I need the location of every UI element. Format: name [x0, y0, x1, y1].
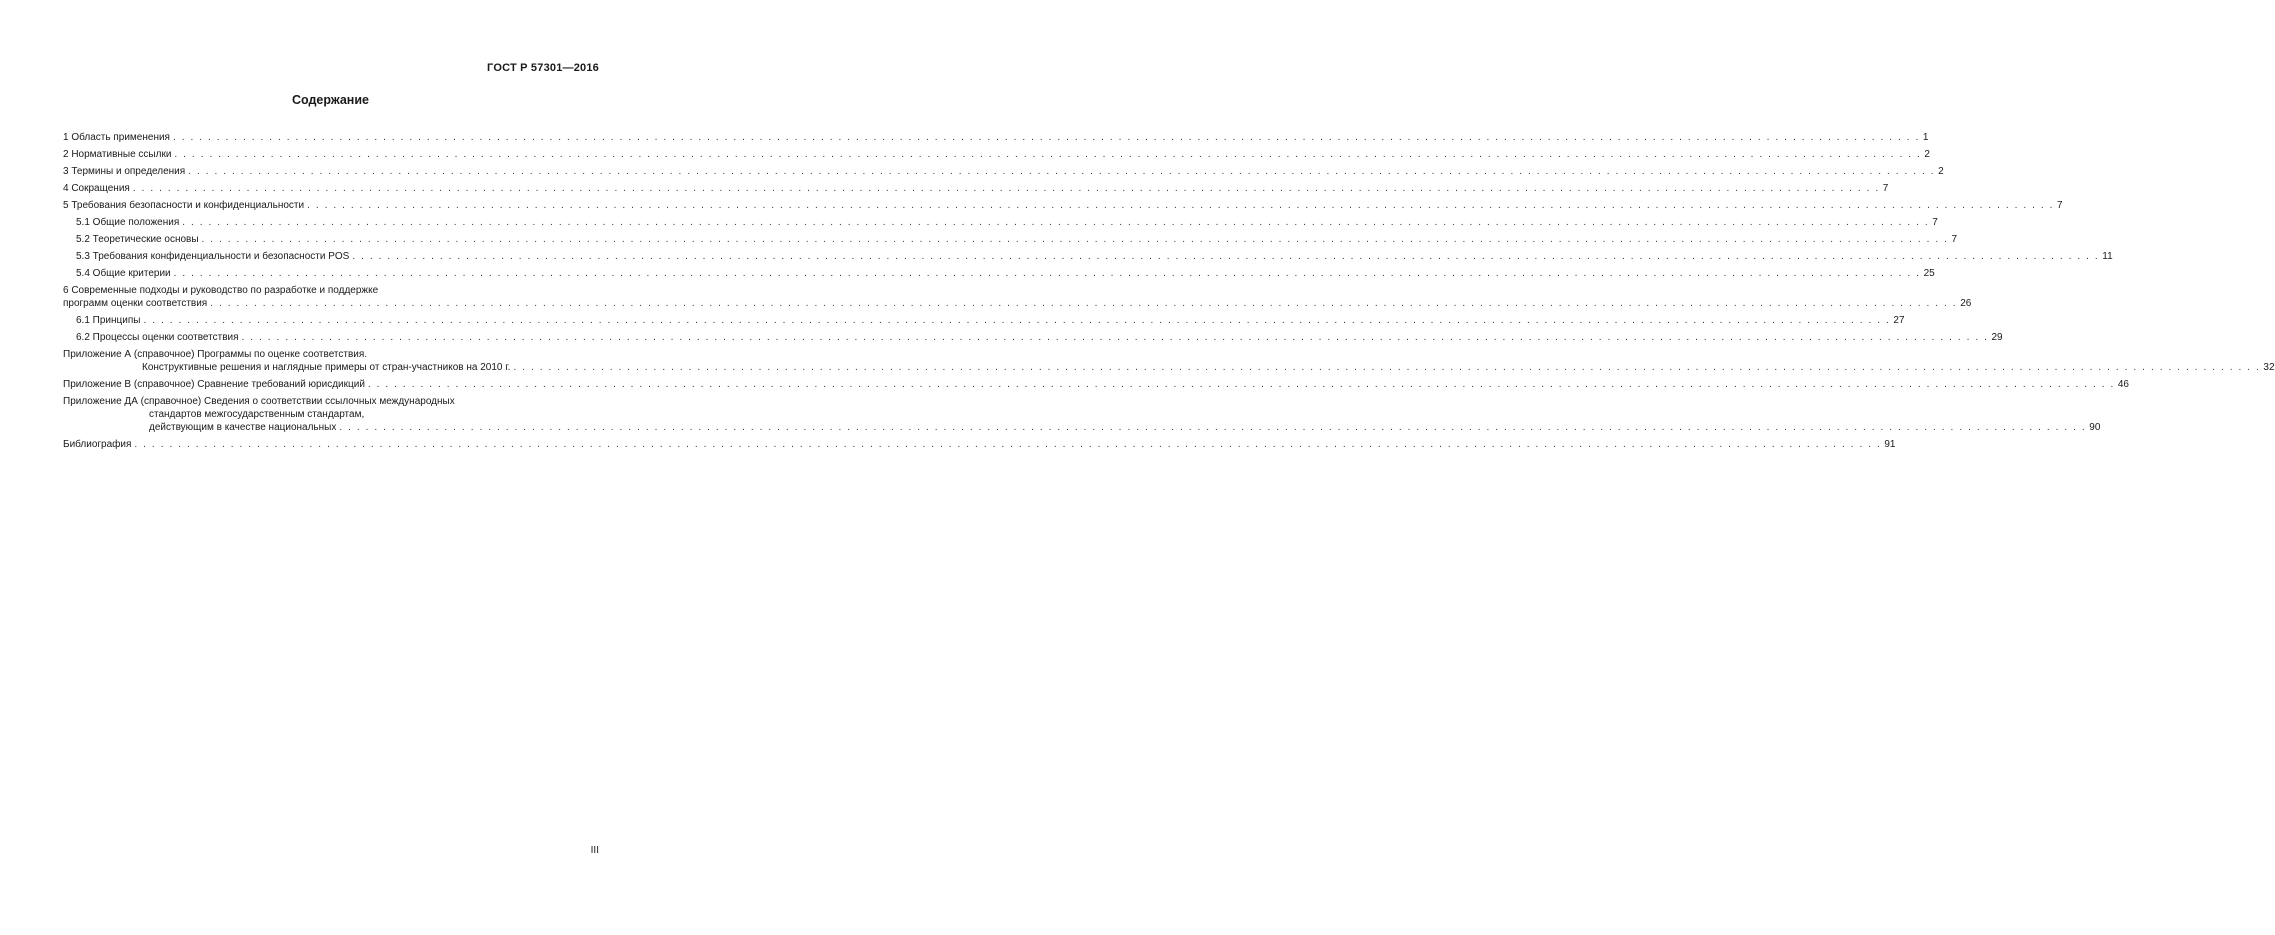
toc-entry[interactable] [63, 395, 2101, 434]
toc-entry[interactable] [63, 148, 1930, 161]
dot-leader: . . . . . . . . . . . . . . . . . . . . . . . . . . . . . . . . . . . . . . . . . . . . . . . . . . . . . . . . . . . . . . . . . . . . . . . . . . . . . . . . . . . . . . . . . . . . . . . . . . . . . . . . . . . . . . . . . . . . . . . . . . . . . . . . . . . . . . . . . . . . . . . . . . . . . . . . . . . . . . . . . . . . . . . . . . . . . . . . . . . . . . . . . . . . . . . . . . . . . . . . [188, 166, 1936, 177]
toc-entry-title: 5 Требования безопасности и конфиденциальности [63, 200, 305, 211]
toc-entry[interactable] [63, 131, 1929, 144]
toc-entry-title: 6.2 Процессы оценки соответствия [76, 332, 239, 343]
toc-entry-page: 7 [1882, 183, 1889, 194]
toc-entry-page: 7 [1951, 234, 1958, 245]
toc-entry[interactable] [63, 165, 1944, 178]
toc-entry-title: 6.1 Принципы [76, 315, 141, 326]
dot-leader: . . . . . . . . . . . . . . . . . . . . . . . . . . . . . . . . . . . . . . . . . . . . . . . . . . . . . . . . . . . . . . . . . . . . . . . . . . . . . . . . . . . . . . . . . . . . . . . . . . . . . . . . . . . . . . . . . . . . . . . . . . . . . . . . . . . . . . . . . . . . . . . . . . . . . . . . . . . . . . . . . . . . . . . . . . . . . . . . . . . . . . . . . . . . . . . . . . . . . . . . [173, 268, 1921, 279]
toc-entry-page: 90 [2089, 422, 2101, 433]
toc-entry-title: Приложение В (справочное) Сравнение требований юрисдикций [63, 379, 365, 390]
toc-entry[interactable] [63, 267, 1935, 280]
page-title: Содержание [291, 93, 369, 107]
toc-entry-page: 27 [1893, 315, 1905, 326]
toc-entry-title: 5.1 Общие положения [76, 217, 180, 228]
toc-entry-title: 3 Термины и определения [63, 166, 186, 177]
dot-leader: . . . . . . . . . . . . . . . . . . . . . . . . . . . . . . . . . . . . . . . . . . . . . . . . . . . . . . . . . . . . . . . . . . . . . . . . . . . . . . . . . . . . . . . . . . . . . . . . . . . . . . . . . . . . . . . . . . . . . . . . . . . . . . . . . . . . . . . . . . . . . . . . . . . . . . . . . . . . . . . . . . . . . . . . . . . . . . . . . . . . . . . . . . . . . . . . . . . . . . . . [174, 149, 1922, 160]
toc-entry[interactable] [63, 216, 1938, 229]
dot-leader: . . . . . . . . . . . . . . . . . . . . . . . . . . . . . . . . . . . . . . . . . . . . . . . . . . . . . . . . . . . . . . . . . . . . . . . . . . . . . . . . . . . . . . . . . . . . . . . . . . . . . . . . . . . . . . . . . . . . . . . . . . . . . . . . . . . . . . . . . . . . . . . . . . . . . . . . . . . . . . . . . . . . . . . . . . . . . . . . . . . . . . . . . . . . . . . . . . . . . . . . [339, 422, 2087, 433]
dot-leader: . . . . . . . . . . . . . . . . . . . . . . . . . . . . . . . . . . . . . . . . . . . . . . . . . . . . . . . . . . . . . . . . . . . . . . . . . . . . . . . . . . . . . . . . . . . . . . . . . . . . . . . . . . . . . . . . . . . . . . . . . . . . . . . . . . . . . . . . . . . . . . . . . . . . . . . . . . . . . . . . . . . . . . . . . . . . . . . . . . . . . . . . . . . . . . . . . . . . . . . . [143, 315, 1891, 326]
toc-entry-title: Библиография [63, 439, 132, 450]
toc-entry-title: 5.4 Общие критерии [76, 268, 171, 279]
toc-entry[interactable] [63, 182, 1889, 195]
toc-entry-title: действующим в качестве национальных [149, 422, 337, 433]
toc-entry-page: 91 [1884, 439, 1896, 450]
dot-leader: . . . . . . . . . . . . . . . . . . . . . . . . . . . . . . . . . . . . . . . . . . . . . . . . . . . . . . . . . . . . . . . . . . . . . . . . . . . . . . . . . . . . . . . . . . . . . . . . . . . . . . . . . . . . . . . . . . . . . . . . . . . . . . . . . . . . . . . . . . . . . . . . . . . . . . . . . . . . . . . . . . . . . . . . . . . . . . . . . . . . . . . . . . . . . . . . . . . . . . . . [513, 362, 2261, 373]
toc-entry[interactable] [63, 378, 2129, 391]
toc-entry-page: 32 [2263, 362, 2275, 373]
toc-entry-page: 11 [2102, 251, 2113, 262]
toc-entry-title-line: стандартов межгосударственным стандартам, [149, 409, 365, 420]
toc-entry[interactable] [63, 314, 1905, 327]
toc-entry-title-line: 6 Современные подходы и руководство по разработке и поддержке [63, 285, 379, 296]
toc-entry-title: 2 Нормативные ссылки [63, 149, 172, 160]
dot-leader: . . . . . . . . . . . . . . . . . . . . . . . . . . . . . . . . . . . . . . . . . . . . . . . . . . . . . . . . . . . . . . . . . . . . . . . . . . . . . . . . . . . . . . . . . . . . . . . . . . . . . . . . . . . . . . . . . . . . . . . . . . . . . . . . . . . . . . . . . . . . . . . . . . . . . . . . . . . . . . . . . . . . . . . . . . . . . . . . . . . . . . . . . . . . . . . . . . . . . . . . [367, 379, 2115, 390]
toc-entry-page: 2 [1924, 149, 1930, 160]
toc-entry[interactable] [63, 331, 2003, 344]
dot-leader: . . . . . . . . . . . . . . . . . . . . . . . . . . . . . . . . . . . . . . . . . . . . . . . . . . . . . . . . . . . . . . . . . . . . . . . . . . . . . . . . . . . . . . . . . . . . . . . . . . . . . . . . . . . . . . . . . . . . . . . . . . . . . . . . . . . . . . . . . . . . . . . . . . . . . . . . . . . . . . . . . . . . . . . . . . . . . . . . . . . . . . . . . . . . . . . . . . . . . . . . [172, 132, 1920, 143]
toc-entry-title-line: Приложение ДА (справочное) Сведения о соответствии ссылочных международных [63, 396, 455, 407]
toc-entry-page: 2 [1938, 166, 1944, 177]
dot-leader: . . . . . . . . . . . . . . . . . . . . . . . . . . . . . . . . . . . . . . . . . . . . . . . . . . . . . . . . . . . . . . . . . . . . . . . . . . . . . . . . . . . . . . . . . . . . . . . . . . . . . . . . . . . . . . . . . . . . . . . . . . . . . . . . . . . . . . . . . . . . . . . . . . . . . . . . . . . . . . . . . . . . . . . . . . . . . . . . . . . . . . . . . . . . . . . . . . . . . . . . [134, 439, 1882, 450]
toc-entry-title: Конструктивные решения и наглядные примеры от стран-участников на 2010 г. [142, 362, 511, 373]
toc-entry[interactable] [63, 284, 1972, 310]
toc-entry-page: 25 [1923, 268, 1935, 279]
toc-entry-page: 29 [1991, 332, 2003, 343]
toc-entry[interactable] [63, 250, 2113, 263]
toc-entry-page: 1 [1922, 132, 1929, 143]
toc-entry-page: 26 [1960, 298, 1972, 309]
table-of-contents [63, 131, 2275, 455]
dot-leader: . . . . . . . . . . . . . . . . . . . . . . . . . . . . . . . . . . . . . . . . . . . . . . . . . . . . . . . . . . . . . . . . . . . . . . . . . . . . . . . . . . . . . . . . . . . . . . . . . . . . . . . . . . . . . . . . . . . . . . . . . . . . . . . . . . . . . . . . . . . . . . . . . . . . . . . . . . . . . . . . . . . . . . . . . . . . . . . . . . . . . . . . . . . . . . . . . . . . . . . . [201, 234, 1949, 245]
toc-entry-page: 7 [2057, 200, 2063, 211]
toc-entry[interactable] [63, 438, 1896, 451]
dot-leader: . . . . . . . . . . . . . . . . . . . . . . . . . . . . . . . . . . . . . . . . . . . . . . . . . . . . . . . . . . . . . . . . . . . . . . . . . . . . . . . . . . . . . . . . . . . . . . . . . . . . . . . . . . . . . . . . . . . . . . . . . . . . . . . . . . . . . . . . . . . . . . . . . . . . . . . . . . . . . . . . . . . . . . . . . . . . . . . . . . . . . . . . . . . . . . . . . . . . . . . . [352, 251, 2100, 262]
toc-entry-title: 4 Сокращения [63, 183, 130, 194]
toc-entry-title: 5.2 Теоретические основы [76, 234, 199, 245]
dot-leader: . . . . . . . . . . . . . . . . . . . . . . . . . . . . . . . . . . . . . . . . . . . . . . . . . . . . . . . . . . . . . . . . . . . . . . . . . . . . . . . . . . . . . . . . . . . . . . . . . . . . . . . . . . . . . . . . . . . . . . . . . . . . . . . . . . . . . . . . . . . . . . . . . . . . . . . . . . . . . . . . . . . . . . . . . . . . . . . . . . . . . . . . . . . . . . . . . . . . . . . . [210, 298, 1958, 309]
toc-entry-title: 1 Область применения [63, 132, 170, 143]
toc-entry-title-line: Приложение А (справочное) Программы по оценке соответствия. [63, 349, 368, 360]
toc-entry-title: программ оценки соответствия [63, 298, 208, 309]
dot-leader: . . . . . . . . . . . . . . . . . . . . . . . . . . . . . . . . . . . . . . . . . . . . . . . . . . . . . . . . . . . . . . . . . . . . . . . . . . . . . . . . . . . . . . . . . . . . . . . . . . . . . . . . . . . . . . . . . . . . . . . . . . . . . . . . . . . . . . . . . . . . . . . . . . . . . . . . . . . . . . . . . . . . . . . . . . . . . . . . . . . . . . . . . . . . . . . . . . . . . . . . [307, 200, 2055, 211]
dot-leader: . . . . . . . . . . . . . . . . . . . . . . . . . . . . . . . . . . . . . . . . . . . . . . . . . . . . . . . . . . . . . . . . . . . . . . . . . . . . . . . . . . . . . . . . . . . . . . . . . . . . . . . . . . . . . . . . . . . . . . . . . . . . . . . . . . . . . . . . . . . . . . . . . . . . . . . . . . . . . . . . . . . . . . . . . . . . . . . . . . . . . . . . . . . . . . . . . . . . . . . . [182, 217, 1930, 228]
toc-entry[interactable] [63, 199, 2063, 212]
toc-entry[interactable] [63, 348, 2275, 374]
dot-leader: . . . . . . . . . . . . . . . . . . . . . . . . . . . . . . . . . . . . . . . . . . . . . . . . . . . . . . . . . . . . . . . . . . . . . . . . . . . . . . . . . . . . . . . . . . . . . . . . . . . . . . . . . . . . . . . . . . . . . . . . . . . . . . . . . . . . . . . . . . . . . . . . . . . . . . . . . . . . . . . . . . . . . . . . . . . . . . . . . . . . . . . . . . . . . . . . . . . . . . . . [132, 183, 1880, 194]
toc-entry-page: 46 [2117, 379, 2129, 390]
document-code: ГОСТ Р 57301—2016 [487, 62, 599, 74]
toc-entry-title: 5.3 Требования конфиденциальности и безопасности POS [76, 251, 350, 262]
page-number: III [590, 845, 599, 856]
dot-leader: . . . . . . . . . . . . . . . . . . . . . . . . . . . . . . . . . . . . . . . . . . . . . . . . . . . . . . . . . . . . . . . . . . . . . . . . . . . . . . . . . . . . . . . . . . . . . . . . . . . . . . . . . . . . . . . . . . . . . . . . . . . . . . . . . . . . . . . . . . . . . . . . . . . . . . . . . . . . . . . . . . . . . . . . . . . . . . . . . . . . . . . . . . . . . . . . . . . . . . . . [241, 332, 1989, 343]
toc-entry[interactable] [63, 233, 1958, 246]
toc-entry-page: 7 [1932, 217, 1938, 228]
